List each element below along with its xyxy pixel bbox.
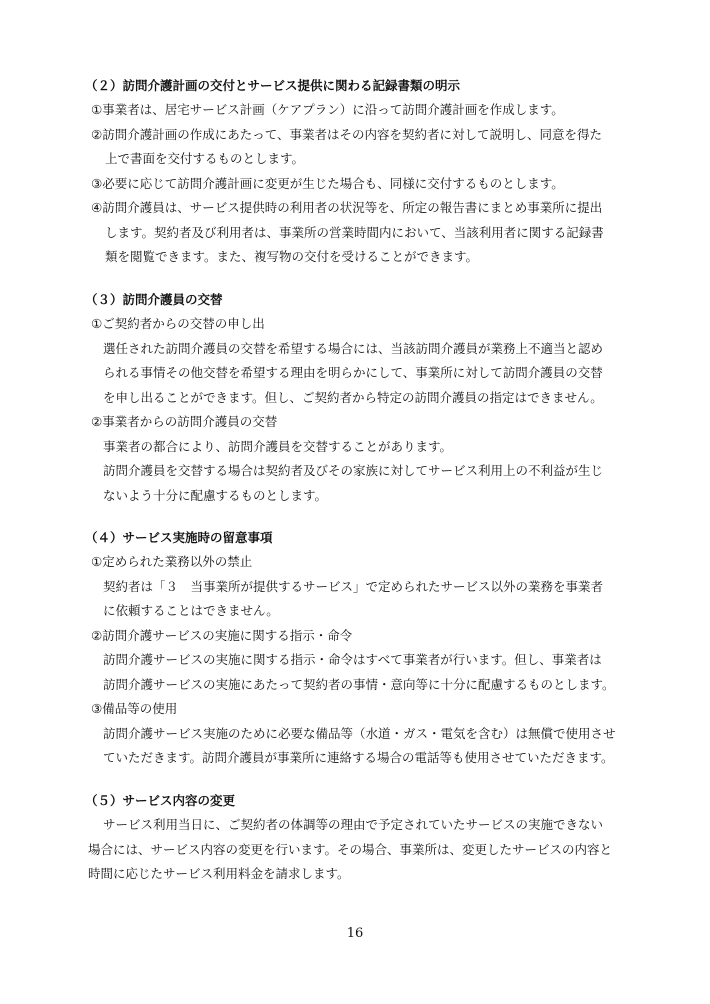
section-heading: （４）サービス実施時の留意事項 <box>85 530 273 545</box>
list-item: ①事業者は、居宅サービス計画（ケアプラン）に沿って訪問介護計画を作成します。 <box>91 102 564 117</box>
subheading: ②訪問介護サービスの実施に関する指示・命令 <box>91 627 353 643</box>
paragraph-line: 訪問介護サービスの実施に関する指示・命令はすべて事業者が行います。但し、事業者は <box>103 652 602 667</box>
section-4 <box>85 526 655 771</box>
section-heading: （２）訪問介護計画の交付とサービス提供に関わる記録書類の明示 <box>85 78 461 93</box>
list-item-continuation: 類を閲覧できます。また、複写物の交付を受けることができます。 <box>105 249 479 264</box>
list-item-continuation: します。契約者及び利用者は、事業所の営業時間内において、当該利用者に関する記録書 <box>105 224 604 240</box>
subheading: ①ご契約者からの交替の申し出 <box>91 316 265 331</box>
subheading: ①定められた業務以外の禁止 <box>91 554 253 569</box>
paragraph-line: 訪問介護サービス実施のために必要な備品等（水道・ガス・電気を含む）は無償で使用させ <box>103 725 616 741</box>
section-2 <box>85 74 655 270</box>
paragraph-line: を申し出ることができます。但し、ご契約者から特定の訪問介護員の指定はできません。 <box>103 389 603 405</box>
paragraph-line: 訪問介護サービスの実施にあたって契約者の事情・意向等に十分に配慮するものとします。 <box>103 676 615 692</box>
subheading: ②事業者からの訪問介護員の交替 <box>91 414 278 429</box>
paragraph-line: 契約者は「３ 当事業所が提供するサービス」で定められたサービス以外の業務を事業者 <box>103 578 604 594</box>
paragraph-line: サービス利用当日に、ご契約者の体調等の理由で予定されていたサービスの実施できない <box>103 817 604 832</box>
section-5 <box>85 789 655 887</box>
section-heading: （３）訪問介護員の交替 <box>85 292 223 307</box>
list-item: ④訪問介護員は、サービス提供時の利用者の状況等を、所定の報告書にまとめ事業所に提出 <box>91 200 603 215</box>
paragraph-line: ないよう十分に配慮するものとします。 <box>103 487 328 503</box>
paragraph-line: 選任された訪問介護員の交替を希望する場合には、当該訪問介護員が業務上不適当と認め <box>103 340 604 356</box>
section-3 <box>85 288 655 508</box>
paragraph-line: 時間に応じたサービス利用料金を請求します。 <box>88 866 350 881</box>
paragraph-line: られる事情その他交替を希望する理由を明らかにして、事業所に対して訪問介護員の交替 <box>103 365 603 380</box>
paragraph-line: に依頼することはできません。 <box>103 603 279 618</box>
list-item: ③必要に応じて訪問介護計画に変更が生じた場合も、同様に交付するものとします。 <box>91 175 564 191</box>
paragraph-line: 事業者の都合により、訪問介護員を交替することがあります。 <box>103 438 453 454</box>
list-item: ②訪問介護計画の作成にあたって、事業者はその内容を契約者に対して説明し、同意を得た <box>91 126 602 142</box>
paragraph-line: 場合には、サービス内容の変更を行います。その場合、事業所は、変更したサービスの内容と <box>88 841 613 857</box>
list-item-continuation: 上で書面を交付するものとします。 <box>105 151 305 166</box>
paragraph-line: ていただきます。訪問介護員が事業所に連絡する場合の電話等も使用させていただきます。 <box>103 750 614 765</box>
section-heading: （５）サービス内容の変更 <box>85 793 236 808</box>
paragraph-line: 訪問介護員を交替する場合は契約者及びその家族に対してサービス利用上の不利益が生じ <box>103 463 604 478</box>
page-number: 16 <box>346 926 364 941</box>
subheading: ③備品等の使用 <box>91 701 178 716</box>
